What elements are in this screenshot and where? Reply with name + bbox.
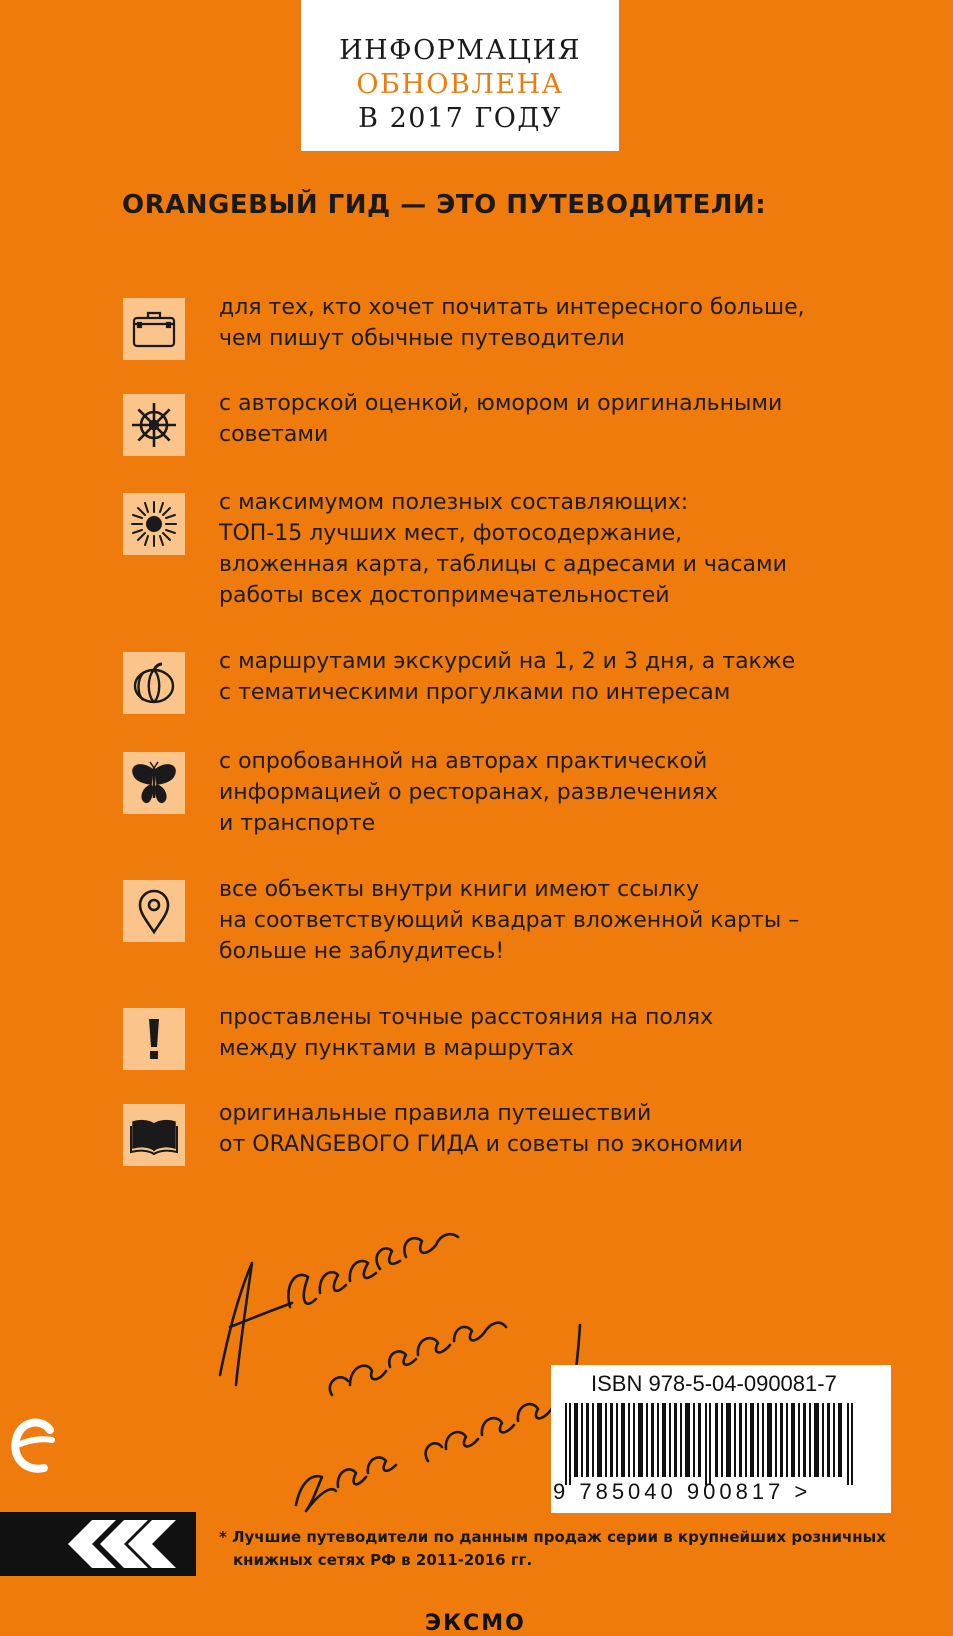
feature-line: с авторской оценкой, юмором и оригинальными	[219, 391, 783, 416]
feature-line: с тематическими прогулками по интересам	[219, 680, 731, 705]
footnote	[219, 1526, 919, 1572]
info-line-3: В 2017 ГОДУ	[358, 103, 562, 134]
butterfly-icon	[123, 752, 185, 814]
feature-line: все объекты внутри книги имеют ссылку	[219, 877, 700, 902]
barcode-graphic	[563, 1403, 863, 1485]
suitcase-icon	[123, 298, 185, 360]
isbn-barcode-box	[551, 1365, 891, 1513]
feature-line: с максимумом полезных составляющих:	[219, 490, 689, 515]
isbn-label: ISBN 978-5-04-090081-7	[591, 1371, 837, 1396]
feature-line: между пунктами в маршрутах	[219, 1036, 574, 1061]
publisher-logo	[6, 1410, 64, 1482]
feature-line: информацией о ресторанах, развлечениях	[219, 780, 718, 805]
feature-line: проставлены точные расстояния на полях	[219, 1005, 714, 1030]
publisher-name-cut: ЭКСМО	[425, 1611, 526, 1636]
info-update-box	[301, 0, 619, 151]
feature-line: вложенная карта, таблицы с адресами и часами	[219, 552, 787, 577]
feature-text	[219, 487, 909, 611]
map-pin-icon	[123, 880, 185, 942]
feature-text	[219, 646, 909, 708]
feature-line: с опробованной на авторах практической	[219, 749, 708, 774]
info-line-1: ИНФОРМАЦИЯ	[339, 35, 581, 66]
feature-text	[219, 1002, 909, 1064]
feature-line: на соответствующий квадрат вложенной карты –	[219, 908, 800, 933]
feature-line: ТОП-15 лучших мест, фотосодержание,	[219, 521, 683, 546]
exclamation-icon	[123, 1008, 185, 1070]
feature-line: оригинальные правила путешествий	[219, 1101, 652, 1126]
feature-line: от ORANGEВОГО ГИДА и советы по экономии	[219, 1132, 743, 1157]
feature-text	[219, 1098, 909, 1160]
sun-icon	[123, 493, 185, 555]
feature-line: работы всех достопримечательностей	[219, 583, 670, 608]
triple-chevron-icon	[0, 1512, 196, 1576]
footnote-line-2: книжных сетях РФ в 2011-2016 гг.	[233, 1551, 533, 1569]
open-book-icon	[123, 1104, 185, 1166]
ean-digits: 9 785040 900817 >	[553, 1479, 812, 1504]
series-headline: ORANGEВЫЙ ГИД — ЭТО ПУТЕВОДИТЕЛИ:	[122, 190, 767, 220]
feature-line: больше не заблудитесь!	[219, 939, 505, 964]
info-line-2: ОБНОВЛЕНА	[356, 69, 564, 100]
feature-text	[219, 746, 909, 839]
feature-line: с маршрутами экскурсий на 1, 2 и 3 дня, а также	[219, 649, 796, 674]
feature-line: и транспорте	[219, 811, 376, 836]
footnote-line-1: * Лучшие путеводители по данным продаж серии в крупнейших розничных	[219, 1528, 886, 1546]
feature-line: чем пишут обычные путеводители	[219, 326, 625, 351]
ship-wheel-icon	[123, 394, 185, 456]
pumpkin-icon	[123, 652, 185, 714]
feature-line: советами	[219, 422, 329, 447]
feature-text	[219, 388, 909, 450]
feature-text	[219, 292, 909, 354]
feature-line: для тех, кто хочет почитать интересного больше,	[219, 295, 805, 320]
series-arrow-band	[0, 1512, 196, 1576]
feature-text	[219, 874, 909, 967]
